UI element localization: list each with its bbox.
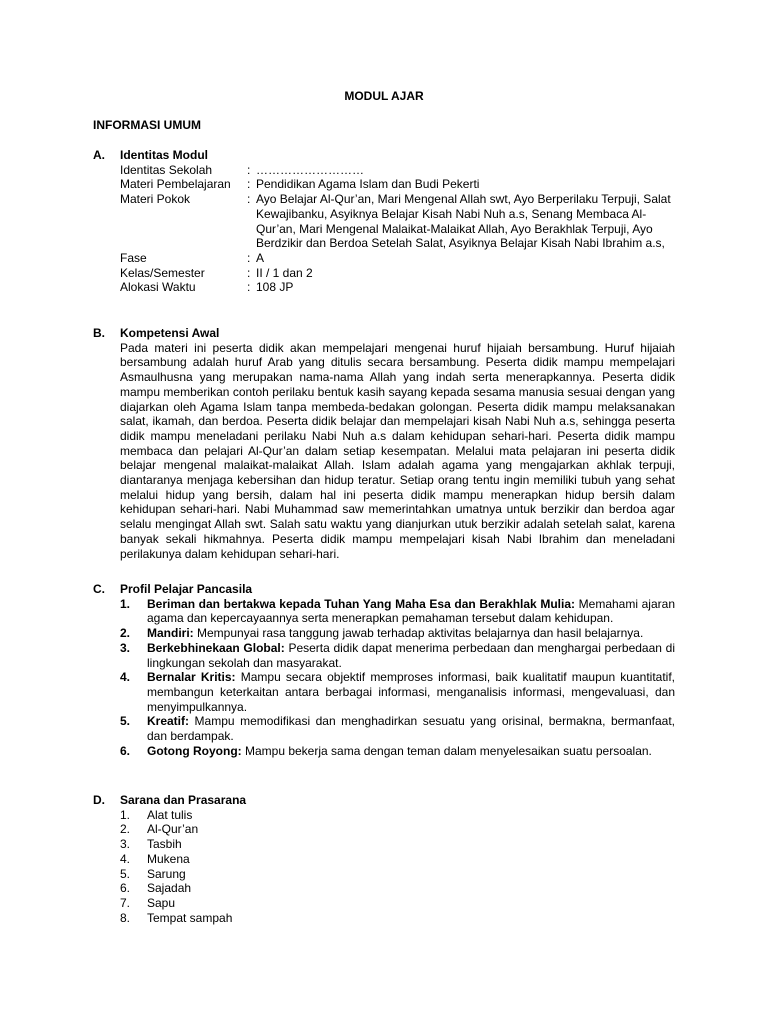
item-number: 7.	[120, 895, 131, 910]
list-item	[120, 881, 675, 896]
identity-value: ………………………	[256, 162, 364, 177]
list-item	[120, 670, 675, 714]
item-number: 1.	[120, 807, 131, 822]
item-number: 2.	[120, 822, 131, 837]
item-term: Kreatif:	[147, 714, 190, 729]
list-item	[120, 626, 675, 641]
list-item	[120, 822, 675, 837]
item-text: Alat tulis	[147, 807, 193, 822]
identity-key: Identitas Sekolah	[120, 162, 213, 177]
identity-row	[120, 177, 675, 192]
list-item	[120, 808, 675, 823]
identity-key: Fase	[120, 250, 147, 265]
identity-key: Kelas/Semester	[120, 265, 205, 280]
item-text: Tasbih	[147, 837, 182, 852]
item-text	[147, 670, 675, 714]
section-letter: C.	[93, 582, 105, 596]
item-text: Mukena	[147, 851, 190, 866]
identity-colon: :	[247, 162, 251, 177]
list-item	[120, 597, 675, 626]
identity-key: Materi Pembelajaran	[120, 177, 231, 192]
section-c-header	[93, 582, 675, 597]
identity-table	[120, 163, 675, 295]
item-number: 3.	[120, 640, 131, 655]
identity-row	[120, 280, 675, 295]
identity-colon: :	[247, 265, 251, 280]
item-term: Berkebhinekaan Global:	[147, 640, 285, 655]
item-number: 4.	[120, 670, 131, 685]
identity-value: Pendidikan Agama Islam dan Budi Pekerti	[256, 177, 480, 192]
item-text: Sapu	[147, 895, 176, 910]
item-text: Tempat sampah	[147, 910, 233, 925]
item-description: Memahami ajaran agama dan kepercayaannya serta menerapkan pemahaman tersebut dalam kehidupan.	[147, 596, 675, 626]
item-text	[147, 744, 675, 759]
item-description: Peserta didik dapat menerima perbedaan dan menghargai perbedaan di lingkungan sekolah dan masyarakat.	[147, 640, 675, 670]
section-sarana-prasarana	[93, 793, 675, 925]
section-letter: A.	[93, 148, 105, 162]
identity-colon: :	[247, 177, 251, 192]
list-item	[120, 714, 675, 743]
identity-key: Alokasi Waktu	[120, 280, 196, 295]
item-description: Mampu bekerja sama dengan teman dalam menyelesaikan suatu persoalan.	[244, 743, 652, 758]
item-text: Sarung	[147, 866, 186, 881]
section-letter: B.	[93, 326, 105, 340]
section-title: Profil Pelajar Pancasila	[120, 582, 253, 596]
list-item	[120, 641, 675, 670]
item-number: 5.	[120, 714, 131, 729]
identity-row	[120, 266, 675, 281]
item-text	[147, 641, 675, 670]
list-item	[120, 896, 675, 911]
document-title: MODUL AJAR	[344, 89, 424, 103]
identity-colon: :	[247, 250, 251, 265]
section-kompetensi-awal	[93, 326, 675, 561]
section-letter: D.	[93, 793, 105, 807]
section-b-header	[93, 326, 675, 341]
item-text	[147, 626, 675, 641]
list-item	[120, 867, 675, 882]
kompetensi-paragraph: Pada materi ini peserta didik akan mempelajari mengenai huruf hijaiah bersambung. Huruf hijaiah bersambung adalah huruf Arab yang ditulis secara bersambung. Peserta didik mampu mempelajari Asmaulhusna yang merupakan nama-nama Allah yang indah serta menerapkannya. Peserta didik mampu memberikan contoh perilaku bentuk kasih sayang kepada sesama manusia sesuai dengan yang diajarkan oleh Agama Islam tanpa membeda-bedakan golongan. Peserta didik mampu melaksanakan salat, ikamah, dan berdoa. Peserta didik belajar dan mempelajari kisah Nabi Nuh a.s, sehingga peserta didik mampu meneladani perilaku Nabi Nuh a.s dalam kehidupan sehari-hari. Peserta didik mampu membaca dan pelajari Al-Qur’an dalam setiap kesempatan. Melalui mata pelajaran ini peserta didik belajar mengenal malaikat-malaikat Allah. Islam adalah agama yang mengajarkan akhlak terpuji, diantaranya menjaga kebersihan dan hidup teratur. Setiap orang tentu ingin memiliki tubuh yang sehat melalui hidup yang bersih, dalam hal ini peserta didik mampu menerapkan hidup bersih dalam kehidupan sehari-hari. Nabi Muhammad saw memerintahkan umatnya untuk berzikir dan berdoa agar selalu mengingat Allah swt. Salah satu waktu yang dianjurkan utuk berzikir adalah setelah salat, karena banyak sekali hikmahnya. Peserta didik mampu mempelajari kisah Nabi Ibrahim dan meneladani perilakunya dalam kehidupan sehari-hari.	[120, 340, 675, 561]
section-a-header	[93, 148, 675, 163]
identity-value: Ayo Belajar Al-Qur’an, Mari Mengenal Allah swt, Ayo Berperilaku Terpuji, Salat Kewajibanku, Asyiknya Belajar Kisah Nabi Nuh a.s, Senang Membaca Al-Qur’an, Mari Mengenal Malaikat-Malaikat Allah, Ayo Berakhlak Terpuji, Ayo Berdzikir dan Berdoa Setelah Salat, Asyiknya Belajar Kisah Nabi Ibrahim a.s,	[256, 192, 671, 251]
section-profil-pelajar-pancasila	[93, 582, 675, 758]
section-title: Sarana dan Prasarana	[120, 793, 247, 807]
item-number: 2.	[120, 626, 131, 641]
item-text	[147, 597, 675, 626]
identity-key: Materi Pokok	[120, 192, 191, 207]
profil-list	[120, 597, 675, 759]
item-description: Mempunyai rasa tanggung jawab terhadap aktivitas belajarnya dan hasil belajarnya.	[197, 626, 644, 641]
item-number: 3.	[120, 837, 131, 852]
item-term: Gotong Royong:	[147, 743, 242, 758]
item-description: Mampu secara objektif memproses informasi, baik kualitatif maupun kuantitatif, membangun keterkaitan antara berbagai informasi, menganalisis informasi, mengevaluasi, dan menyimpulkannya.	[147, 670, 675, 714]
item-term: Beriman dan bertakwa kepada Tuhan Yang Maha Esa dan Berakhlak Mulia:	[147, 596, 576, 611]
item-number: 5.	[120, 866, 131, 881]
identity-row	[120, 163, 675, 178]
item-number: 8.	[120, 910, 131, 925]
identity-value: A	[256, 250, 265, 265]
item-description: Mampu memodifikasi dan menghadirkan sesuatu yang orisinal, bermakna, bermanfaat, dan berdampak.	[147, 714, 675, 744]
item-number: 4.	[120, 851, 131, 866]
identity-colon: :	[247, 192, 251, 207]
identity-colon: :	[247, 280, 251, 295]
sarana-list	[120, 808, 675, 926]
identity-value: II / 1 dan 2	[256, 265, 313, 280]
list-item	[120, 852, 675, 867]
section-title: Kompetensi Awal	[120, 326, 220, 340]
section-d-header	[93, 793, 675, 808]
item-number: 6.	[120, 881, 131, 896]
item-number: 6.	[120, 743, 131, 758]
identity-row	[120, 251, 675, 266]
item-number: 1.	[120, 596, 131, 611]
item-text: Sajadah	[147, 881, 192, 896]
section-identitas-modul	[93, 148, 675, 295]
item-term: Bernalar Kritis:	[147, 670, 236, 685]
section-title: Identitas Modul	[120, 148, 208, 162]
list-item	[120, 837, 675, 852]
list-item	[120, 911, 675, 926]
section-heading: INFORMASI UMUM	[93, 118, 201, 132]
identity-row	[120, 192, 675, 251]
item-term: Mandiri:	[147, 626, 194, 641]
item-text: Al-Qur’an	[147, 822, 199, 837]
identity-value: 108 JP	[256, 280, 294, 295]
item-text	[147, 714, 675, 743]
list-item	[120, 744, 675, 759]
